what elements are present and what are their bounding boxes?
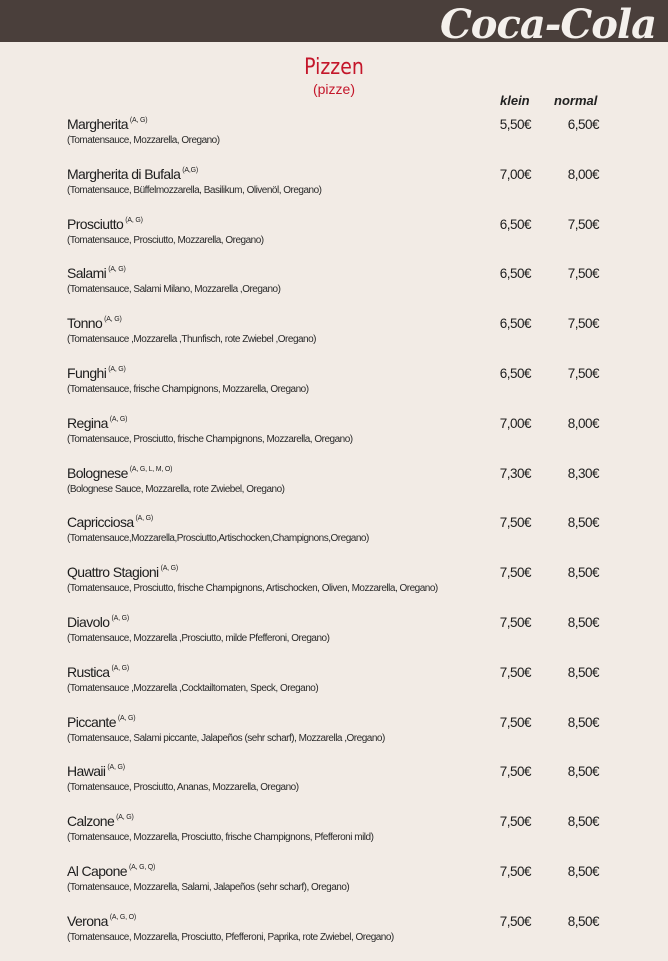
pizza-ingredients: (Tomatensauce, Prosciutto, frische Champignons, Mozzarella, Oregano) [67, 433, 353, 445]
menu-item [67, 562, 607, 612]
price-normal: 8,00€ [567, 415, 599, 431]
pizza-ingredients: (Tomatensauce ,Mozzarella ,Cocktailtomaten, Speck, Oregano) [67, 682, 319, 694]
allergen-codes: (A, G) [160, 565, 179, 573]
pizza-ingredients: (Tomatensauce, frische Champignons, Mozzarella, Oregano) [67, 383, 309, 395]
menu-item [67, 263, 607, 313]
pizza-name [67, 763, 125, 779]
price-normal: 7,50€ [567, 365, 599, 381]
column-header-normal: normal [554, 93, 598, 108]
page-subtitle: (pizze) [312, 81, 355, 97]
price-normal: 8,50€ [567, 714, 599, 730]
menu-item [67, 463, 607, 513]
pizza-name-text: Piccante [67, 713, 116, 730]
pizza-name-text: Funghi [67, 364, 107, 381]
pizza-name [67, 813, 134, 829]
pizza-name [67, 315, 122, 331]
pizza-name-text: Regina [67, 414, 108, 431]
price-normal: 8,50€ [567, 515, 599, 531]
pizza-name-text: Salami [67, 265, 107, 282]
price-normal: 8,50€ [567, 764, 599, 780]
pizza-ingredients: (Tomatensauce, Mozzarella, Salami, Jalapeños (sehr scharf), Oregano) [67, 881, 350, 893]
price-normal: 8,50€ [567, 814, 599, 830]
pizza-name-text: Bolognese [67, 464, 128, 481]
pizza-name [67, 714, 135, 730]
allergen-codes: (A, G) [104, 316, 122, 324]
price-small: 6,50€ [499, 365, 531, 381]
pizza-name [67, 465, 172, 481]
pizza-name [67, 216, 143, 232]
price-normal: 8,00€ [567, 166, 599, 182]
pizza-ingredients: (Tomatensauce, Salami piccante, Jalapeños (sehr scharf), Mozzarella ,Oregano) [67, 732, 385, 744]
price-small: 7,50€ [499, 664, 531, 680]
price-normal: 7,50€ [567, 216, 599, 232]
allergen-codes: (A, G) [117, 714, 136, 722]
pizza-name [67, 365, 126, 381]
pizza-ingredients: (Tomatensauce, Prosciutto, frische Champignons, Artischocken, Oliven, Mozzarella, Oregano) [67, 583, 438, 595]
price-small: 7,50€ [499, 863, 531, 879]
price-small: 7,50€ [499, 515, 531, 531]
menu-item [67, 911, 607, 961]
price-normal: 8,30€ [567, 465, 599, 481]
allergen-codes: (A, G) [111, 614, 129, 622]
pizza-ingredients: (Tomatensauce, Mozzarella, Oregano) [67, 135, 220, 146]
pizza-ingredients: (Tomatensauce, Salami Milano, Mozzarella ,Oregano) [67, 284, 281, 296]
pizza-name [67, 166, 198, 182]
pizza-ingredients: (Tomatensauce, Mozzarella, Prosciutto, Pfefferoni, Paprika, rote Zwiebel, Oregano) [67, 931, 394, 943]
price-normal: 8,50€ [567, 664, 599, 680]
menu-item [67, 363, 607, 413]
pizza-menu-list [67, 114, 607, 961]
price-small: 7,00€ [499, 166, 531, 182]
price-normal: 7,50€ [567, 266, 599, 282]
price-normal: 7,50€ [567, 316, 599, 332]
pizza-name [67, 863, 155, 879]
price-normal: 8,50€ [567, 614, 599, 630]
pizza-name [67, 265, 126, 281]
pizza-ingredients: (Tomatensauce,Mozzarella,Prosciutto,Artischocken,Champignons,Oregano) [67, 533, 369, 545]
price-normal: 8,50€ [567, 913, 599, 929]
allergen-codes: (A, G) [108, 266, 126, 274]
pizza-ingredients: (Tomatensauce ,Mozzarella ,Thunfisch, rote Zwiebel ,Oregano) [67, 334, 317, 346]
price-normal: 6,50€ [567, 117, 599, 132]
pizza-name [67, 116, 147, 132]
pizza-ingredients: (Tomatensauce, Mozzarella, Prosciutto, frische Champignons, Pfefferoni mild) [67, 832, 374, 844]
menu-item [67, 114, 607, 164]
price-small: 7,00€ [499, 415, 531, 431]
menu-item [67, 662, 607, 712]
price-small: 5,50€ [499, 117, 531, 132]
allergen-codes: (A,G) [182, 166, 199, 174]
pizza-ingredients: (Tomatensauce, Büffelmozzarella, Basilikum, Olivenöl, Oregano) [67, 184, 322, 196]
pizza-name-text: Tonno [67, 315, 103, 332]
coca-cola-logo: Coca-Cola [439, 1, 656, 42]
menu-item [67, 712, 607, 762]
price-small: 6,50€ [499, 316, 531, 332]
price-small: 7,30€ [499, 465, 531, 481]
pizza-ingredients: (Tomatensauce, Prosciutto, Mozzarella, Oregano) [67, 234, 264, 246]
price-normal: 8,50€ [567, 863, 599, 879]
price-small: 7,50€ [499, 913, 531, 929]
column-header-small: klein [500, 93, 530, 108]
pizza-ingredients: (Tomatensauce, Mozzarella ,Prosciutto, milde Pfefferoni, Oregano) [67, 632, 330, 644]
price-small: 7,50€ [499, 714, 531, 730]
top-brand-bar [0, 0, 668, 42]
allergen-codes: (A, G) [108, 365, 126, 373]
menu-item [67, 761, 607, 811]
page-title: Pizzen [304, 55, 364, 80]
pizza-name-text: Al Capone [67, 862, 127, 879]
menu-item [67, 413, 607, 463]
allergen-codes: (A, G) [129, 117, 148, 124]
allergen-codes: (A, G, Q) [128, 863, 156, 871]
menu-item [67, 313, 607, 363]
allergen-codes: (A, G) [107, 764, 125, 772]
allergen-codes: (A, G) [116, 814, 134, 822]
menu-item [67, 811, 607, 861]
price-small: 7,50€ [499, 565, 531, 581]
pizza-name [67, 415, 127, 431]
pizza-name [67, 664, 129, 680]
menu-item [67, 861, 607, 911]
pizza-name-text: Diavolo [67, 613, 110, 630]
menu-item [67, 164, 607, 214]
price-small: 7,50€ [499, 814, 531, 830]
pizza-name-text: Margherita [67, 116, 128, 132]
pizza-name [67, 514, 153, 530]
pizza-name-text: Verona [67, 912, 108, 929]
pizza-name-text: Capricciosa [67, 514, 134, 531]
pizza-name-text: Calzone [67, 813, 115, 830]
allergen-codes: (A, G) [135, 515, 154, 523]
pizza-name [67, 614, 129, 630]
allergen-codes: (A, G, O) [109, 913, 136, 921]
pizza-name-text: Rustica [67, 663, 110, 680]
allergen-codes: (A, G) [109, 415, 128, 423]
pizza-ingredients: (Bolognese Sauce, Mozzarella, rote Zwiebel, Oregano) [67, 483, 285, 495]
allergen-codes: (A, G) [125, 216, 143, 224]
pizza-name-text: Quattro Stagioni [67, 564, 159, 581]
pizza-name-text: Hawaii [67, 763, 106, 780]
menu-item [67, 512, 607, 562]
pizza-ingredients: (Tomatensauce, Prosciutto, Ananas, Mozzarella, Oregano) [67, 782, 299, 794]
pizza-name [67, 913, 136, 929]
pizza-name-text: Prosciutto [67, 215, 124, 232]
price-normal: 8,50€ [567, 565, 599, 581]
pizza-name-text: Margherita di Bufala [67, 165, 181, 182]
price-small: 7,50€ [499, 614, 531, 630]
price-small: 6,50€ [499, 266, 531, 282]
allergen-codes: (A, G) [111, 664, 129, 672]
menu-item [67, 612, 607, 662]
price-small: 6,50€ [499, 216, 531, 232]
menu-item [67, 214, 607, 264]
price-small: 7,50€ [499, 764, 531, 780]
allergen-codes: (A, G, L, M, O) [129, 465, 173, 473]
pizza-name [67, 564, 178, 580]
